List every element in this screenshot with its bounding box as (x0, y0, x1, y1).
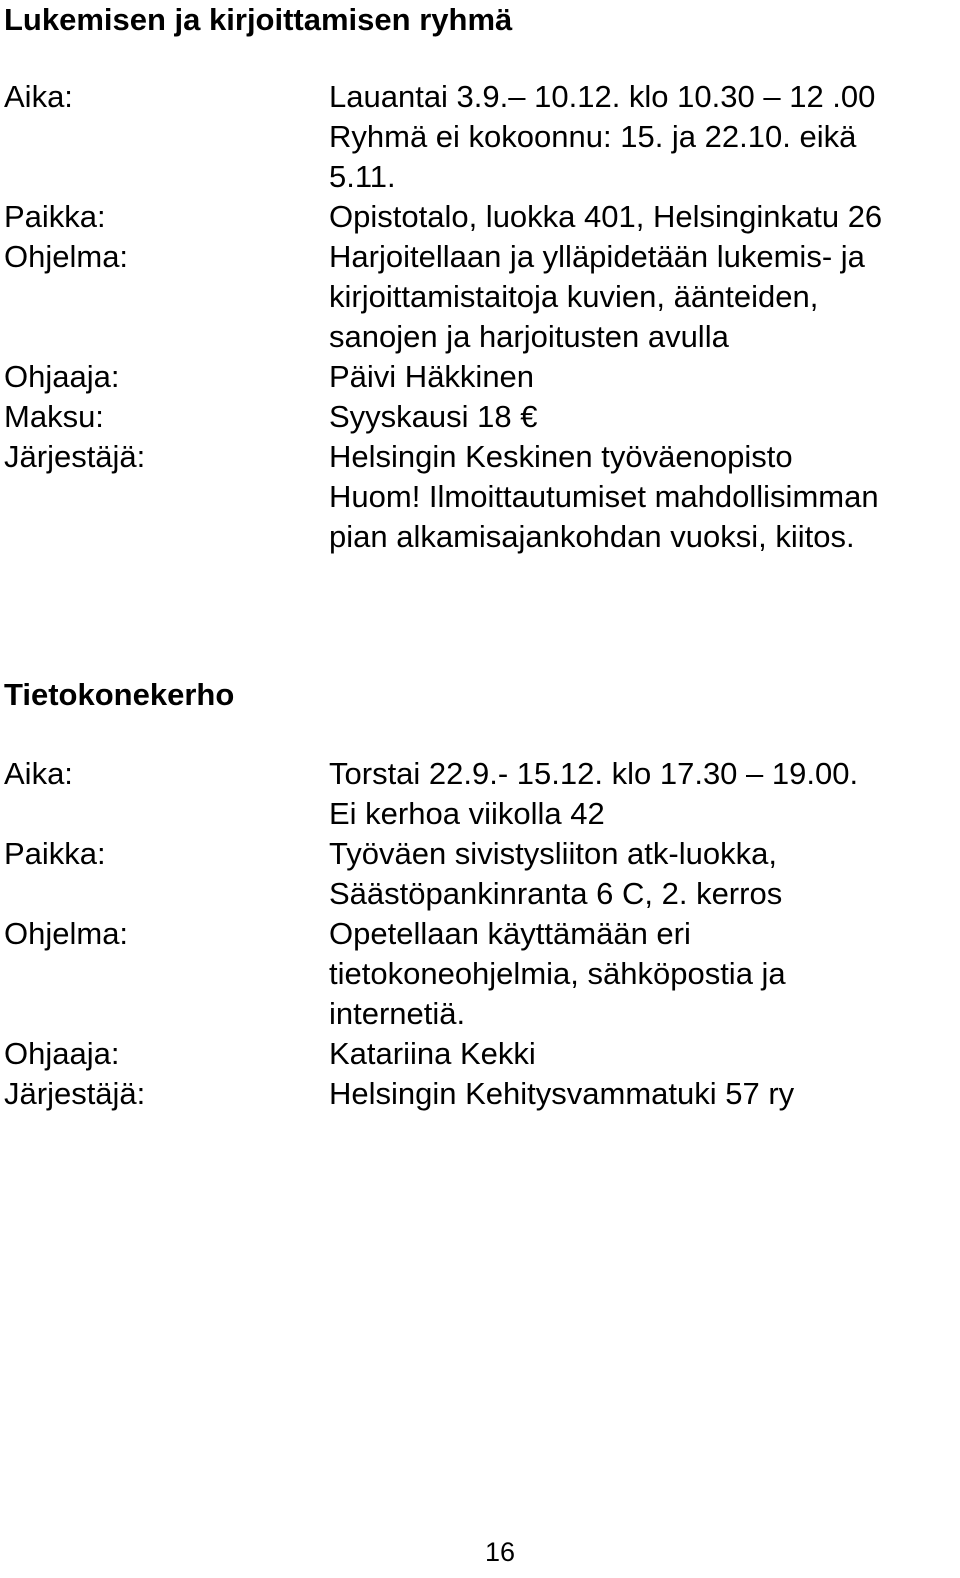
field-value (329, 1034, 954, 1074)
value-line: Katariina Kekki (329, 1036, 536, 1071)
value-line: Helsingin Keskinen työväenopisto (329, 439, 793, 474)
field-value (329, 237, 954, 357)
field-label: Maksu: (4, 399, 104, 434)
field-label: Ohjelma: (4, 916, 129, 951)
field-label: Ohjaaja: (4, 359, 120, 394)
field-value (329, 77, 954, 197)
field-label: Ohjaaja: (4, 1036, 120, 1071)
value-line: Huom! Ilmoittautumiset mahdollisimman (329, 479, 879, 514)
field-value (329, 1074, 954, 1114)
value-line: kirjoittamistaitoja kuvien, äänteiden, (329, 279, 819, 314)
field-value (329, 397, 954, 437)
value-line: Syyskausi 18 € (329, 399, 538, 434)
section-title-reading-writing-group: Lukemisen ja kirjoittamisen ryhmä (4, 2, 513, 37)
field-value (329, 197, 954, 237)
value-line: Päivi Häkkinen (329, 359, 535, 394)
value-line: Säästöpankinranta 6 C, 2. kerros (329, 876, 783, 911)
value-line: 5.11. (329, 159, 396, 194)
field-label: Aika: (4, 79, 73, 114)
value-line: Lauantai 3.9.– 10.12. klo 10.30 – 12 .00 (329, 79, 876, 114)
field-label: Paikka: (4, 199, 106, 234)
value-line: Opetellaan käyttämään eri (329, 916, 691, 951)
field-value (329, 834, 954, 914)
value-line: Työväen sivistysliiton atk-luokka, (329, 836, 777, 871)
value-line: Ryhmä ei kokoonnu: 15. ja 22.10. eikä (329, 119, 857, 154)
field-value (329, 914, 954, 1034)
field-label: Aika: (4, 756, 73, 791)
field-value (329, 357, 954, 397)
value-line: tietokoneohjelmia, sähköpostia ja (329, 956, 786, 991)
field-label: Paikka: (4, 836, 106, 871)
value-line: Harjoitellaan ja ylläpidetään lukemis- ja (329, 239, 865, 274)
section-title-computer-club: Tietokonekerho (4, 677, 235, 712)
value-line: internetiä. (329, 996, 466, 1031)
value-line: pian alkamisajankohdan vuoksi, kiitos. (329, 519, 855, 554)
field-label: Ohjelma: (4, 239, 129, 274)
value-line: Ei kerhoa viikolla 42 (329, 796, 605, 831)
field-label: Järjestäjä: (4, 1076, 146, 1111)
value-line: Helsingin Kehitysvammatuki 57 ry (329, 1076, 795, 1111)
value-line: sanojen ja harjoitusten avulla (329, 319, 729, 354)
field-label: Järjestäjä: (4, 439, 146, 474)
value-line: Torstai 22.9.- 15.12. klo 17.30 – 19.00. (329, 756, 859, 791)
field-value (329, 437, 954, 557)
field-value (329, 754, 954, 834)
value-line: Opistotalo, luokka 401, Helsinginkatu 26 (329, 199, 883, 234)
page-number: 16 (484, 1537, 516, 1567)
